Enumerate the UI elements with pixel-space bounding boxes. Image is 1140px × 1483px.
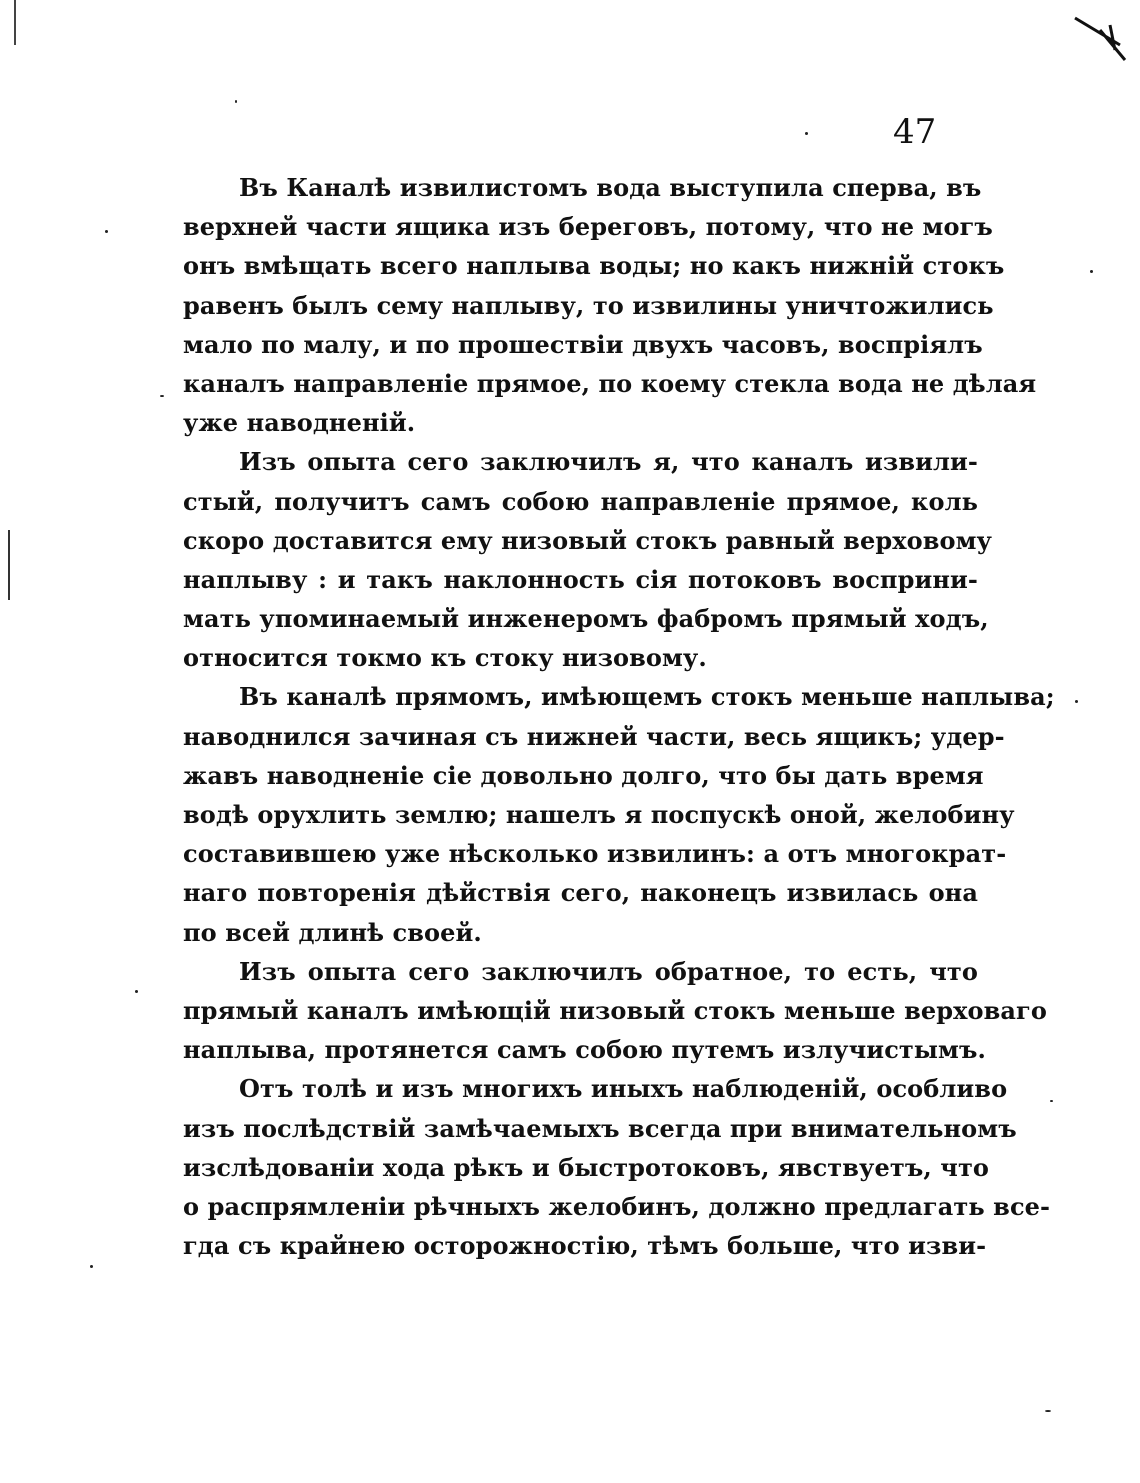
scan-speck (1045, 1410, 1051, 1412)
text-line: водѣ орухлить землю; нашелъ я поспускѣ оной, желобину (183, 800, 1015, 829)
scan-speck (805, 132, 808, 135)
text-line: мало по малу, и по прошествіи двухъ часовъ, воспріялъ (183, 329, 983, 359)
scan-speck (1075, 700, 1078, 703)
text-line: прямый каналъ имѣющій низовый стокъ меньше верховаго (183, 995, 1047, 1025)
text-line: гда съ крайнею осторожностію, тѣмъ больше, что изви- (183, 1231, 987, 1261)
scan-speck (160, 395, 164, 397)
scan-speck (1050, 1100, 1053, 1102)
margin-mark (8, 530, 10, 600)
text-line: по всей длинѣ своей. (183, 917, 482, 947)
scan-edge-mark (14, 0, 16, 45)
corner-scan-mark-icon (1070, 10, 1130, 70)
text-line: составившею уже нѣсколько извилинъ: а отъ многократ- (183, 839, 1007, 869)
text-line: Въ каналѣ прямомъ, имѣющемъ стокъ меньше наплыва; (239, 682, 1055, 712)
text-line: мать упоминаемый инженеромъ фабромъ прямый ходъ, (183, 604, 989, 634)
scan-speck (235, 100, 237, 103)
text-line: наго повторенія дѣйствія сего, наконецъ извилась она (183, 878, 978, 908)
text-line: Отъ толѣ и изъ многихъ иныхъ наблюденій, особливо (239, 1074, 1008, 1104)
text-line: относится токмо къ стоку низовому. (183, 643, 707, 673)
text-line: изслѣдованіи хода рѣкъ и быстротоковъ, явствуетъ, что (183, 1152, 990, 1182)
page-number: 47 (893, 112, 937, 152)
scan-speck (105, 230, 108, 233)
text-line: жавъ наводненіе сіе довольно долго, что бы дать время (183, 760, 984, 790)
scan-speck (90, 1265, 93, 1268)
text-line: верхней части ящика изъ береговъ, потому, что не могъ (183, 212, 993, 242)
text-line: наплыву : и такъ наклонность сія потоковъ восприни- (183, 564, 978, 594)
text-line: изъ послѣдствій замѣчаемыхъ всегда при внимательномъ (183, 1113, 1017, 1143)
text-line: каналъ направленіе прямое, по коему стекла вода не дѣлая (183, 368, 1037, 398)
text-line: онъ вмѣщать всего наплыва воды; но какъ нижній стокъ (183, 251, 1005, 281)
text-line: уже наводненій. (183, 408, 416, 438)
text-line: о распрямленіи рѣчныхъ желобинъ, должно предлагать все- (183, 1191, 1051, 1221)
scan-speck (1090, 270, 1093, 273)
text-line: скоро доставится ему низовый стокъ равный верховому (183, 525, 993, 555)
text-line: наплыва, протянется самъ собою путемъ излучистымъ. (183, 1035, 986, 1065)
text-line: наводнился зачиная съ нижней части, весь ящикъ; удер- (183, 721, 1005, 751)
body-text (183, 168, 1055, 1265)
text-line: Изъ опыта сего заключилъ я, что каналъ извили- (239, 447, 978, 477)
text-line: Въ Каналѣ извилистомъ вода выступила сперва, въ (239, 173, 982, 202)
text-line: равенъ былъ сему наплыву, то извилины уничтожились (183, 290, 994, 320)
scan-speck (135, 990, 138, 993)
text-line: стый, получитъ самъ собою направленіе прямое, коль (183, 486, 978, 516)
text-line: Изъ опыта сего заключилъ обратное, то есть, что (239, 956, 978, 986)
